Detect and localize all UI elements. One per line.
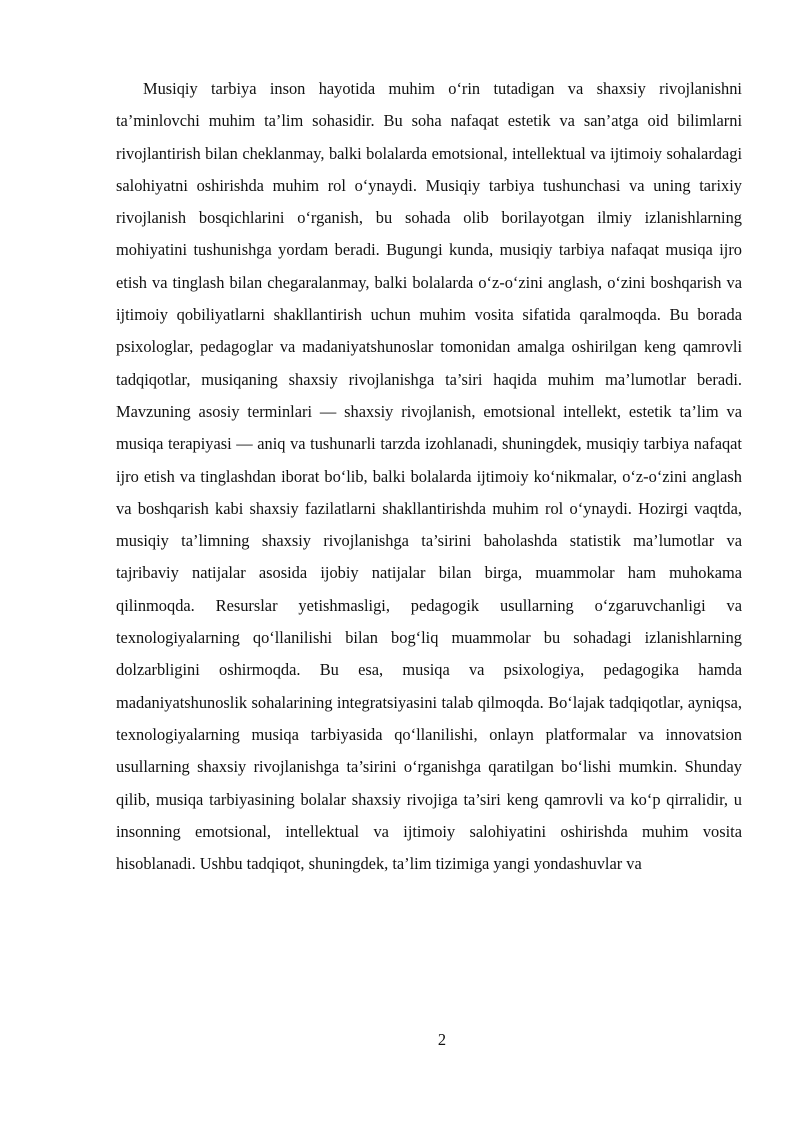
body-paragraph: Musiqiy tarbiya inson hayotida muhim o‘rin tutadigan va shaxsiy rivojlanishni ta’minlovchi muhim ta’lim sohasidir. Bu soha nafaqat estetik va san’atga oid bilimlarni rivojlantirish bilan cheklanmay, balki bolalarda emotsional, intellektual va ijtimoiy sohalardagi salohiyatni oshirishda muhim rol o‘ynaydi. Musiqiy tarbiya tushunchasi va uning tarixiy rivojlanish bosqichlarini o‘rganish, bu sohada olib borilayotgan ilmiy izlanishlarning mohiyatini tushunishga yordam beradi. Bugungi kunda, musiqiy tarbiya nafaqat musiqa ijro etish va tinglash bilan chegaralanmay, balki bolalarda o‘z-o‘zini anglash, o‘zini boshqarish va ijtimoiy qobiliyatlarni shakllantirish uchun muhim vosita sifatida qaralmoqda. Bu borada psixologlar, pedagoglar va madaniyatshunoslar tomonidan amalga oshirilgan keng qamrovli tadqiqotlar, musiqaning shaxsiy rivojlanishga ta’siri haqida muhim ma’lumotlar beradi. Mavzuning asosiy terminlari — shaxsiy rivojlanish, emotsional intellekt, estetik ta’lim va musiqa terapiyasi — aniq va tushunarli tarzda izohlanadi, shuningdek, musiqiy tarbiya nafaqat ijro etish va tinglashdan iborat bo‘lib, balki bolalarda ijtimoiy ko‘nikmalar, o‘z-o‘zini anglash va boshqarish kabi shaxsiy fazilatlarni shakllantirishda muhim rol o‘ynaydi. Hozirgi vaqtda, musiqiy ta’limning shaxsiy rivojlanishga ta’sirini baholashda statistik ma’lumotlar va tajribaviy natijalar asosida ijobiy natijalar bilan birga, muammolar ham muhokama qilinmoqda. Resurslar yetishmasligi, pedagogik usullarning o‘zgaruvchanligi va texnologiyalarning qo‘llanilishi bilan bog‘liq muammolar bu sohadagi izlanishlarning dolzarbligini oshirmoqda. Bu esa, musiqa va psixologiya, pedagogika hamda madaniyatshunoslik sohalarining integratsiyasini talab qilmoqda. Bo‘lajak tadqiqotlar, ayniqsa, texnologiyalarning musiqa tarbiyasida qo‘llanilishi, onlayn platformalar va innovatsion usullarning shaxsiy rivojlanishga ta’sirini o‘rganishga qaratilgan bo‘lishi mumkin. Shunday qilib, musiqa tarbiyasining bolalar shaxsiy rivojiga ta’siri keng qamrovli va ko‘p qirralidir, u insonning emotsional, intellektual va ijtimoiy salohiyatini oshirishda muhim vosita hisoblanadi. Ushbu tadqiqot, shuningdek, ta’lim tizimiga yangi yondashuvlar va (116, 79, 742, 874)
page-number: 2 (437, 1030, 447, 1049)
